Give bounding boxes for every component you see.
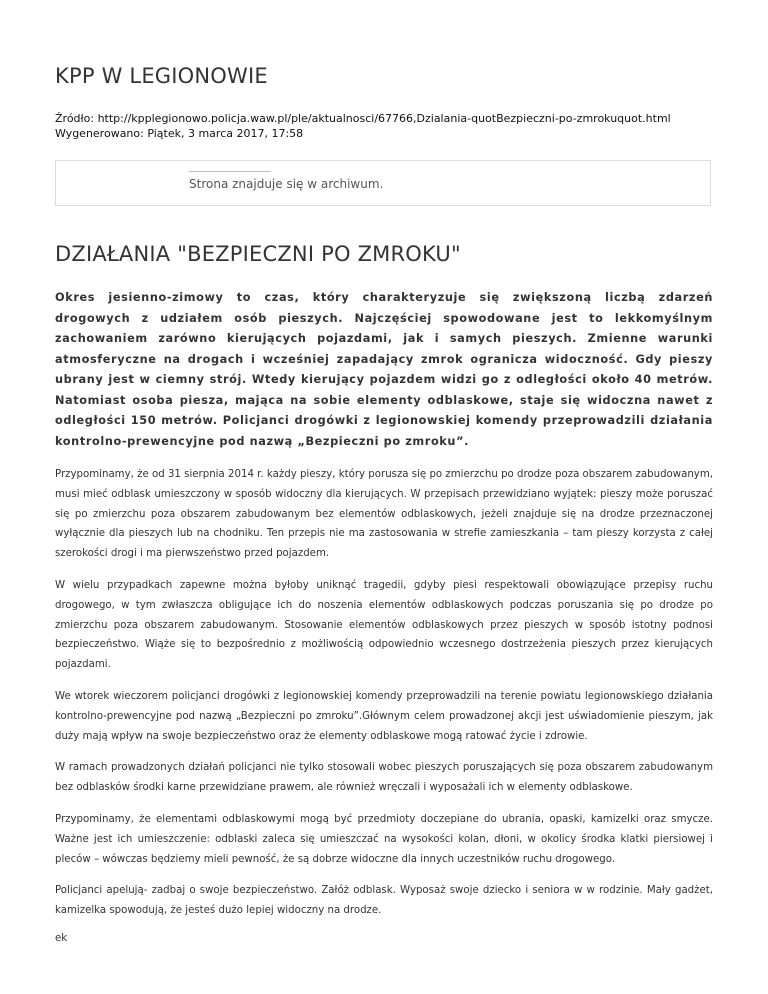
article-lead: Okres jesienno-zimowy to czas, który charakteryzuje się zwiększoną liczbą zdarzeń drogowych z udziałem osób pieszych. Najczęściej spowodowane jest to lekkomyślnym zachowaniem zarówno kierujących pojazdami, jak i samych pieszych. Zmienne warunki atmosferyczne na drogach i wcześniej zapadający zmrok ogranicza widoczność. Gdy pieszy ubrany jest w ciemny strój. Wtedy kierujący pojazdem widzi go z odległości około 40 metrów. Natomiast osoba piesza, mająca na sobie elementy odblaskowe, staje się widoczna nawet z odległości 150 metrów. Policjanci drogówki z legionowskiej komendy przeprowadzili działania kontrolno-prewencyjne pod nazwą „Bezpieczni po zmroku”.	[55, 291, 713, 448]
site-title: KPP W LEGIONOWIE	[55, 64, 268, 88]
article-paragraph: W wielu przypadkach zapewne można byłoby uniknąć tragedii, gdyby piesi respektowali obowiązujące przepisy ruchu drogowego, w tym zwłaszcza obligujące ich do noszenia elementów odblaskowych podczas poruszania się po drodze po zmierzchu poza obszarem zabudowanym. Stosowanie elementów odblaskowych przez pieszych w sposób istotny podnosi bezpieczeństwo. Wiąże się to bezpośrednio z możliwością odpowiednio wczesnego dostrzeżenia pieszych przez kierujących pojazdami.	[55, 579, 713, 671]
print-meta	[55, 111, 713, 141]
author-signature: ek	[55, 932, 68, 944]
source-url: Źródło: http://kpplegionowo.policja.waw.pl/ple/aktualnosci/67766,Dzialania-quotBezpieczni-po-zmrokuquot.html	[55, 112, 671, 125]
archive-notice-box	[55, 160, 711, 206]
article-paragraph: Policjanci apelują- zadbaj o swoje bezpieczeństwo. Załóż odblask. Wyposaż swoje dziecko i seniora w w rodzinie. Mały gadżet, kamizelka spowodują, że jesteś dużo lepiej widoczny na drodze.	[55, 885, 713, 917]
generated-date: Wygenerowano: Piątek, 3 marca 2017, 17:58	[55, 127, 304, 140]
article-title: DZIAŁANIA "BEZPIECZNI PO ZMROKU"	[55, 242, 461, 266]
article-paragraph: We wtorek wieczorem policjanci drogówki z legionowskiej komendy przeprowadzili na terenie powiatu legionowskiego działania kontrolno-prewencyjne pod nazwą „Bezpieczni po zmroku”.Głównym celem prowadzonej akcji jest uświadomienie pieszym, jak duży mają wpływ na swoje bezpieczeństwo oraz że elementy odblaskowe mogą ratować życie i zdrowie.	[55, 690, 713, 742]
archive-notice: Strona znajduje się w archiwum.	[189, 177, 384, 191]
article-paragraph: W ramach prowadzonych działań policjanci nie tylko stosowali wobec pieszych poruszających się poza obszarem zabudowanym bez odblasków środki karne przewidziane prawem, ale również wręczali i wyposażali ich w elementy odblaskowe.	[55, 762, 713, 794]
divider	[189, 171, 271, 172]
article-paragraph: Przypominamy, że elementami odblaskowymi mogą być przedmioty doczepiane do ubrania, opaski, kamizelki oraz smycze. Ważne jest ich umieszczenie: odblaski zaleca się umieszczać na wysokości kolan, dłoni, w okolicy środka klatki piersiowej i pleców – wówczas będziemy mieli pewność, że są dobrze widoczne dla innych uczestników ruchu drogowego.	[55, 813, 713, 865]
article-paragraph: Przypominamy, że od 31 sierpnia 2014 r. każdy pieszy, który porusza się po zmierzchu po drodze poza obszarem zabudowanym, musi mieć odblask umieszczony w sposób widoczny dla kierujących. W przepisach przewidziano wyjątek: pieszy może poruszać się po zmierzchu poza obszarem zabudowanym bez elementów odblaskowych, jeżeli znajduje się na drodze przeznaczonej wyłącznie dla pieszych lub na chodniku. Ten przepis nie ma zastosowania w strefie zamieszkania – tam pieszy korzysta z całej szerokości drogi i ma pierwszeństwo przed pojazdem.	[55, 469, 713, 560]
